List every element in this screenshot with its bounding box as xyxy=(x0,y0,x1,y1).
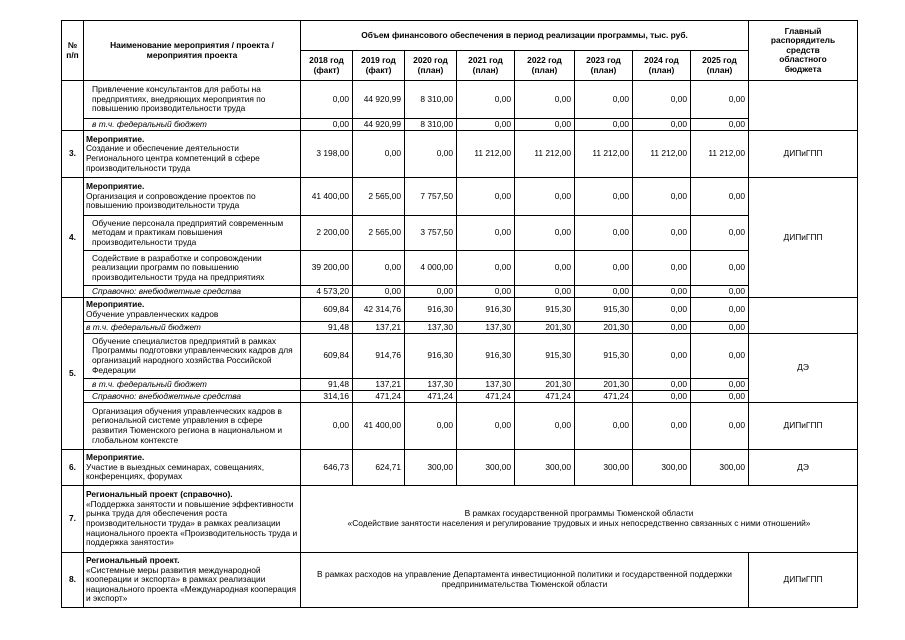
project-name xyxy=(84,553,301,608)
value-cell: 471,24 xyxy=(457,391,515,403)
federal-budget-label: в т.ч. федеральный бюджет xyxy=(84,119,301,131)
col-name-header: Наименование мероприятия / проекта / мероприятия проекта xyxy=(84,21,301,81)
value-cell: 0,00 xyxy=(633,81,691,119)
extra-budget-label: Справочно: внебюджетные средства xyxy=(84,286,301,298)
activity-name: Обучение персонала предприятий современным методам и практикам повышения производительности труда xyxy=(84,216,301,251)
table-row xyxy=(62,379,858,391)
value-cell: 915,30 xyxy=(515,298,575,322)
value-cell: 0,00 xyxy=(575,119,633,131)
value-cell: 0,00 xyxy=(405,131,457,178)
row-number: 8. xyxy=(62,553,84,608)
value-cell: 201,30 xyxy=(575,322,633,334)
value-cell: 3 757,50 xyxy=(405,216,457,251)
value-cell: 0,00 xyxy=(515,286,575,298)
value-cell: 11 212,00 xyxy=(457,131,515,178)
value-cell: 2 565,00 xyxy=(353,216,405,251)
value-cell: 300,00 xyxy=(457,450,515,486)
year-header: 2019 год (факт) xyxy=(353,51,405,81)
value-cell: 11 212,00 xyxy=(515,131,575,178)
value-cell: 201,30 xyxy=(515,379,575,391)
value-cell: 41 400,00 xyxy=(301,178,353,216)
activity-text: Создание и обеспечение деятельности Регионального центра компетенций в сфере производительности труда xyxy=(86,143,260,173)
activity-text: Организация и сопровождение проектов по повышению производительности труда xyxy=(86,190,256,211)
value-cell: 0,00 xyxy=(301,119,353,131)
value-cell: 0,00 xyxy=(575,286,633,298)
value-cell: 0,00 xyxy=(353,251,405,286)
value-cell: 624,71 xyxy=(353,450,405,486)
value-cell: 914,76 xyxy=(353,334,405,379)
value-cell: 0,00 xyxy=(575,81,633,119)
table-row xyxy=(62,486,858,553)
value-cell: 7 757,50 xyxy=(405,178,457,216)
value-cell: 0,00 xyxy=(515,119,575,131)
value-cell: 44 920,99 xyxy=(353,81,405,119)
value-cell: 0,00 xyxy=(633,322,691,334)
activity-text: Обучение управленческих кадров xyxy=(86,308,219,319)
event-label: Мероприятие. xyxy=(86,133,145,144)
activity-name xyxy=(84,298,301,322)
value-cell: 201,30 xyxy=(515,322,575,334)
row-number: 5. xyxy=(62,298,84,450)
table-row xyxy=(62,251,858,286)
year-header: 2020 год (план) xyxy=(405,51,457,81)
federal-budget-label: в т.ч. федеральный бюджет xyxy=(84,379,301,391)
value-cell: 0,00 xyxy=(575,178,633,216)
value-cell: 0,00 xyxy=(691,81,749,119)
manager-cell xyxy=(749,298,858,334)
value-cell: 314,16 xyxy=(301,391,353,403)
value-cell: 201,30 xyxy=(575,379,633,391)
col-funding-header: Объем финансового обеспечения в период реализации программы, тыс. руб. xyxy=(301,21,749,51)
value-cell: 0,00 xyxy=(633,251,691,286)
table-row xyxy=(62,81,858,119)
value-cell: 471,24 xyxy=(405,391,457,403)
value-cell: 0,00 xyxy=(691,216,749,251)
value-cell: 0,00 xyxy=(633,286,691,298)
table-row xyxy=(62,334,858,379)
table-row xyxy=(62,553,858,608)
expense-note: В рамках расходов на управление Департамента инвестиционной политики и государственной поддержки предпринимательства Тюменской области xyxy=(301,553,749,608)
activity-name: Привлечение консультантов для работы на предприятиях, внедряющих мероприятия по повышению производительности труда xyxy=(84,81,301,119)
value-cell: 0,00 xyxy=(457,403,515,450)
value-cell: 0,00 xyxy=(633,119,691,131)
project-name xyxy=(84,486,301,553)
value-cell: 916,30 xyxy=(457,298,515,322)
value-cell: 0,00 xyxy=(457,178,515,216)
activity-name xyxy=(84,131,301,178)
manager-cell: ДЭ xyxy=(749,334,858,403)
year-header: 2018 год (факт) xyxy=(301,51,353,81)
value-cell: 471,24 xyxy=(515,391,575,403)
row-number xyxy=(62,81,84,131)
value-cell: 137,21 xyxy=(353,322,405,334)
project-label: Региональный проект (справочно). xyxy=(86,489,233,500)
value-cell: 0,00 xyxy=(691,322,749,334)
value-cell: 0,00 xyxy=(691,403,749,450)
value-cell: 11 212,00 xyxy=(633,131,691,178)
event-label: Мероприятие. xyxy=(86,181,145,192)
manager-cell: ДИПиГПП xyxy=(749,403,858,450)
value-cell: 137,30 xyxy=(405,379,457,391)
value-cell: 0,00 xyxy=(457,251,515,286)
value-cell: 0,00 xyxy=(575,216,633,251)
row-number: 7. xyxy=(62,486,84,553)
value-cell: 137,30 xyxy=(405,322,457,334)
value-cell: 11 212,00 xyxy=(691,131,749,178)
activity-name: Организация обучения управленческих кадров в региональной системе управления в сфере развития Тюменского региона в национальном и глобальном контексте xyxy=(84,403,301,450)
year-header: 2022 год (план) xyxy=(515,51,575,81)
value-cell: 0,00 xyxy=(515,81,575,119)
activity-name xyxy=(84,178,301,216)
value-cell: 0,00 xyxy=(353,286,405,298)
value-cell: 646,73 xyxy=(301,450,353,486)
value-cell: 300,00 xyxy=(633,450,691,486)
project-text: «Поддержка занятости и повышение эффективности рынка труда для обеспечения роста производительности труда» в рамках реализации национального проекта «Производительность труда и поддержка занятости» xyxy=(86,498,298,548)
value-cell: 915,30 xyxy=(575,334,633,379)
value-cell: 11 212,00 xyxy=(575,131,633,178)
col-num-header: № п/п xyxy=(62,21,84,81)
program-note-line1: В рамках государственной программы Тюменской области xyxy=(464,508,694,519)
value-cell: 4 000,00 xyxy=(405,251,457,286)
value-cell: 8 310,00 xyxy=(405,81,457,119)
table-row xyxy=(62,391,858,403)
value-cell: 0,00 xyxy=(301,81,353,119)
value-cell: 609,84 xyxy=(301,298,353,322)
value-cell: 300,00 xyxy=(575,450,633,486)
table-row xyxy=(62,286,858,298)
federal-budget-label: в т.ч. федеральный бюджет xyxy=(84,322,301,334)
value-cell: 2 200,00 xyxy=(301,216,353,251)
value-cell: 39 200,00 xyxy=(301,251,353,286)
value-cell: 137,30 xyxy=(457,379,515,391)
value-cell: 91,48 xyxy=(301,322,353,334)
table-row xyxy=(62,450,858,486)
value-cell: 2 565,00 xyxy=(353,178,405,216)
manager-cell: ДЭ xyxy=(749,450,858,486)
value-cell: 42 314,76 xyxy=(353,298,405,322)
value-cell: 916,30 xyxy=(405,298,457,322)
activity-name xyxy=(84,450,301,486)
value-cell: 0,00 xyxy=(301,403,353,450)
event-label: Мероприятие. xyxy=(86,298,145,309)
value-cell: 0,00 xyxy=(691,286,749,298)
value-cell: 609,84 xyxy=(301,334,353,379)
year-header: 2021 год (план) xyxy=(457,51,515,81)
year-header: 2025 год (план) xyxy=(691,51,749,81)
value-cell: 300,00 xyxy=(691,450,749,486)
value-cell: 471,24 xyxy=(575,391,633,403)
activity-name: Содействие в разработке и сопровождении реализации программ по повышению производительности труда на предприятиях xyxy=(84,251,301,286)
project-text: «Системные меры развития международной кооперации и экспорта» в рамках реализации национального проекта «Международная кооперация и экспорт» xyxy=(86,564,297,604)
table-row xyxy=(62,298,858,322)
row-number: 3. xyxy=(62,131,84,178)
value-cell: 0,00 xyxy=(575,403,633,450)
value-cell: 0,00 xyxy=(691,119,749,131)
value-cell: 137,21 xyxy=(353,379,405,391)
table-row xyxy=(62,403,858,450)
value-cell: 0,00 xyxy=(515,403,575,450)
value-cell: 0,00 xyxy=(457,216,515,251)
value-cell: 0,00 xyxy=(691,379,749,391)
value-cell: 0,00 xyxy=(691,178,749,216)
value-cell: 0,00 xyxy=(691,391,749,403)
value-cell: 0,00 xyxy=(633,403,691,450)
value-cell: 0,00 xyxy=(691,334,749,379)
manager-cell: ДИПиГПП xyxy=(749,178,858,298)
activity-text: Участие в выездных семинарах, совещаниях, конференциях, форумах xyxy=(86,461,265,482)
value-cell: 0,00 xyxy=(515,251,575,286)
value-cell: 0,00 xyxy=(457,286,515,298)
value-cell: 0,00 xyxy=(515,178,575,216)
table-row xyxy=(62,216,858,251)
manager-cell: ДИПиГПП xyxy=(749,553,858,608)
manager-cell xyxy=(749,81,858,131)
value-cell: 471,24 xyxy=(353,391,405,403)
table-row xyxy=(62,131,858,178)
value-cell: 0,00 xyxy=(691,251,749,286)
value-cell: 4 573,20 xyxy=(301,286,353,298)
value-cell: 915,30 xyxy=(575,298,633,322)
value-cell: 0,00 xyxy=(633,334,691,379)
value-cell: 0,00 xyxy=(633,391,691,403)
value-cell: 0,00 xyxy=(633,178,691,216)
value-cell: 44 920,99 xyxy=(353,119,405,131)
program-funding-table xyxy=(61,20,858,608)
value-cell: 0,00 xyxy=(353,131,405,178)
value-cell: 0,00 xyxy=(633,216,691,251)
value-cell: 0,00 xyxy=(405,286,457,298)
extra-budget-label: Справочно: внебюджетные средства xyxy=(84,391,301,403)
value-cell: 0,00 xyxy=(633,379,691,391)
value-cell: 91,48 xyxy=(301,379,353,391)
value-cell: 300,00 xyxy=(405,450,457,486)
year-header: 2024 год (план) xyxy=(633,51,691,81)
table-row xyxy=(62,178,858,216)
row-number: 6. xyxy=(62,450,84,486)
program-note-line2: «Содействие занятости населения и регулирование трудовых и иных непосредственно связанных с ними отношений» xyxy=(347,518,811,528)
value-cell: 0,00 xyxy=(405,403,457,450)
program-note xyxy=(301,486,858,553)
project-label: Региональный проект. xyxy=(86,555,180,566)
value-cell: 300,00 xyxy=(515,450,575,486)
value-cell: 0,00 xyxy=(633,298,691,322)
row-number: 4. xyxy=(62,178,84,298)
manager-cell: ДИПиГПП xyxy=(749,131,858,178)
value-cell: 0,00 xyxy=(457,81,515,119)
year-header: 2023 год (план) xyxy=(575,51,633,81)
value-cell: 3 198,00 xyxy=(301,131,353,178)
table-row xyxy=(62,119,858,131)
value-cell: 137,30 xyxy=(457,322,515,334)
table-row xyxy=(62,322,858,334)
value-cell: 0,00 xyxy=(515,216,575,251)
value-cell: 0,00 xyxy=(457,119,515,131)
event-label: Мероприятие. xyxy=(86,452,145,463)
value-cell: 916,30 xyxy=(405,334,457,379)
document-page xyxy=(61,20,858,608)
col-manager-header: Главный распорядитель средств областного бюджета xyxy=(749,21,858,81)
value-cell: 41 400,00 xyxy=(353,403,405,450)
value-cell: 8 310,00 xyxy=(405,119,457,131)
activity-name: Обучение специалистов предприятий в рамках Программы подготовки управленческих кадров для организаций народного хозяйства Российской Федерации xyxy=(84,334,301,379)
value-cell: 916,30 xyxy=(457,334,515,379)
value-cell: 915,30 xyxy=(515,334,575,379)
value-cell: 0,00 xyxy=(575,251,633,286)
value-cell: 0,00 xyxy=(691,298,749,322)
